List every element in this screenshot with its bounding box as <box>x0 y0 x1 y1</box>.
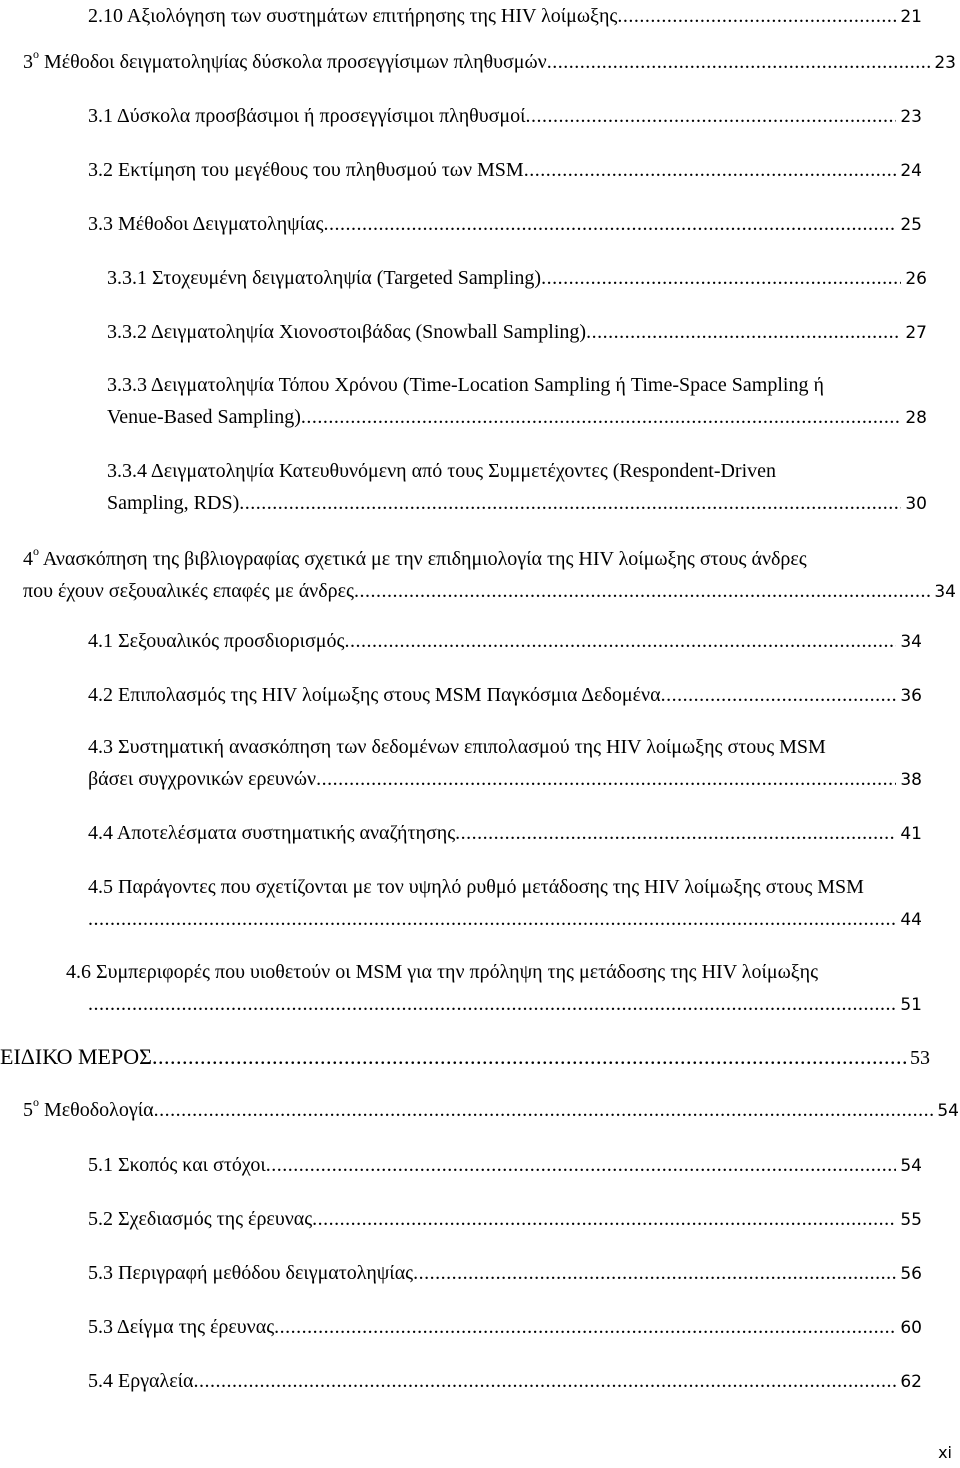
ordinal-superscript: ο <box>33 1095 39 1110</box>
toc-page-number: 54 <box>937 1101 959 1121</box>
toc-entry-3-3-3[interactable] <box>107 369 927 434</box>
toc-entry-title: βάσει συγχρονικών ερευνών <box>88 768 317 790</box>
toc-entry-title: 3.2 Εκτίμηση του μεγέθους του πληθυσμού των MSM <box>88 159 524 181</box>
toc-page-number: 27 <box>905 323 927 343</box>
chapter-number: 3 <box>23 51 33 73</box>
toc-entry-4-3[interactable] <box>88 731 940 796</box>
toc-entry-4-1[interactable] <box>88 625 922 658</box>
dot-leader <box>154 1094 934 1126</box>
toc-entry-title: 3.3.1 Στοχευμένη δειγματοληψία (Targeted Sampling) <box>107 267 542 289</box>
toc-entry-title: Μεθοδολογία <box>39 1099 154 1121</box>
page-number-footer: xi <box>938 1443 952 1462</box>
toc-entry-special-part[interactable] <box>0 1041 930 1074</box>
toc-page-number: 25 <box>900 215 922 235</box>
dot-leader <box>661 679 897 711</box>
toc-entry-title-line1: 4.5 Παράγοντες που σχετίζονται με τον υψηλό ρυθμό μετάδοσης της HIV λοίμωξης στους MSM <box>88 876 864 898</box>
toc-entry-title: 3.3 Μέθοδοι Δειγματοληψίας <box>88 213 324 235</box>
toc-entry-title: Μέθοδοι δειγματοληψίας δύσκολα προσεγγίσιμων πληθυσμών <box>39 51 547 73</box>
toc-entry-4-2[interactable] <box>88 679 922 712</box>
toc-entry-title-line1: 4.3 Συστηματική ανασκόπηση των δεδομένων επιπολασμού της HIV λοίμωξης στους MSM <box>88 736 826 758</box>
toc-entry-chapter-3[interactable] <box>23 46 956 79</box>
toc-entry-title: 4.1 Σεξουαλικός προσδιορισμός <box>88 630 345 652</box>
dot-leader <box>193 1365 896 1397</box>
dot-leader <box>617 0 896 32</box>
dot-leader <box>547 46 931 78</box>
toc-page-number: 62 <box>900 1372 922 1392</box>
dot-leader <box>301 401 902 433</box>
toc-entry-3-3-1[interactable] <box>107 262 927 295</box>
dot-leader <box>354 575 930 607</box>
toc-entry-3-3-2[interactable] <box>107 316 927 349</box>
toc-entry-3-3[interactable] <box>88 208 922 241</box>
toc-entry-title: 5.4 Εργαλεία <box>88 1370 194 1392</box>
toc-entry-3-1[interactable] <box>88 100 922 133</box>
toc-page-number: 41 <box>900 824 922 844</box>
toc-page-number: 21 <box>900 7 922 27</box>
toc-entry-title: Venue-Based Sampling) <box>107 406 301 428</box>
toc-entry-4-5[interactable] <box>66 871 956 936</box>
toc-entry-chapter-5[interactable] <box>23 1094 959 1127</box>
toc-entry-title: 5.1 Σκοπός και στόχοι <box>88 1154 266 1176</box>
dot-leader <box>586 316 901 348</box>
dot-leader <box>344 625 896 657</box>
toc-entry-title-line1: 3.3.3 Δειγματοληψία Τόπου Χρόνου (Time-Location Sampling ή Time-Space Sampling ή <box>107 374 824 396</box>
toc-entry-4-6[interactable] <box>66 956 956 1021</box>
toc-entry-5-3[interactable] <box>88 1257 922 1290</box>
toc-page-number: 28 <box>905 408 927 428</box>
toc-entry-title: 5.2 Σχεδιασμός της έρευνας <box>88 1208 313 1230</box>
dot-leader <box>88 988 896 1020</box>
toc-entry-4-4[interactable] <box>88 817 922 850</box>
toc-entry-5-3-sample[interactable] <box>88 1311 922 1344</box>
toc-entry-title: 4.4 Αποτελέσματα συστηματικής αναζήτησης <box>88 822 456 844</box>
toc-entry-5-2[interactable] <box>88 1203 922 1236</box>
dot-leader <box>312 1203 896 1235</box>
dot-leader <box>323 208 896 240</box>
dot-leader <box>239 487 901 519</box>
toc-page-number: 56 <box>900 1264 922 1284</box>
dot-leader <box>316 763 896 795</box>
toc-entry-chapter-4[interactable] <box>23 543 956 608</box>
toc-page-number: 30 <box>905 494 927 514</box>
toc-page-number: 26 <box>905 269 927 289</box>
toc-entry-title-line1: 4.6 Συμπεριφορές που υιοθετούν οι MSM για την πρόληψη της μετάδοσης της HIV λοίμωξης <box>66 961 819 983</box>
toc-page-number: 24 <box>900 161 922 181</box>
toc-page-number: 60 <box>900 1318 922 1338</box>
chapter-number: 4 <box>23 548 33 570</box>
toc-entry-title: 2.10 Αξιολόγηση των συστημάτων επιτήρησης της HIV λοίμωξης <box>88 5 618 27</box>
toc-page-number: 55 <box>900 1210 922 1230</box>
dot-leader <box>455 817 896 849</box>
dot-leader <box>541 262 901 294</box>
toc-page-number: 36 <box>900 686 922 706</box>
toc-entry-3-3-4[interactable] <box>107 455 927 520</box>
ordinal-superscript: ο <box>33 47 39 62</box>
toc-entry-2-10[interactable] <box>88 0 922 33</box>
toc-page-number: 34 <box>934 582 956 602</box>
chapter-number: 5 <box>23 1099 33 1121</box>
toc-entry-5-4[interactable] <box>88 1365 922 1398</box>
dot-leader <box>266 1149 897 1181</box>
toc-entry-title: 3.1 Δύσκολα προσβάσιμοι ή προσεγγίσιμοι πληθυσμοί <box>88 105 526 127</box>
toc-entry-5-1[interactable] <box>88 1149 922 1182</box>
toc-entry-title: ΕΙΔΙΚΟ ΜΕΡΟΣ <box>0 1044 152 1069</box>
toc-entry-title-line1: 3.3.4 Δειγματοληψία Κατευθυνόμενη από τους Συμμετέχοντες (Respondent-Driven <box>107 460 777 482</box>
toc-entry-title: 4.2 Επιπολασμός της HIV λοίμωξης στους MSM Παγκόσμια Δεδομένα <box>88 684 661 706</box>
toc-entry-title: 5.3 Περιγραφή μεθόδου δειγματοληψίας <box>88 1262 414 1284</box>
dot-leader <box>274 1311 896 1343</box>
dot-leader <box>88 903 896 935</box>
toc-page-number: 54 <box>900 1156 922 1176</box>
dot-leader <box>526 100 897 132</box>
toc-page-number: 53 <box>910 1047 930 1069</box>
toc-entry-title: 3.3.2 Δειγματοληψία Χιονοστοιβάδας (Snowball Sampling) <box>107 321 587 343</box>
dot-leader <box>413 1257 896 1289</box>
toc-page-number: 38 <box>900 770 922 790</box>
ordinal-superscript: ο <box>33 544 39 559</box>
toc-page-number: 34 <box>900 632 922 652</box>
toc-entry-title: Sampling, RDS) <box>107 492 240 514</box>
dot-leader <box>524 154 897 186</box>
toc-page-number: 44 <box>900 910 922 930</box>
dot-leader <box>152 1041 906 1073</box>
toc-entry-title: που έχουν σεξουαλικές επαφές με άνδρες <box>23 580 354 602</box>
toc-page-number: 23 <box>934 53 956 73</box>
toc-entry-title-line1: Ανασκόπηση της βιβλιογραφίας σχετικά με την επιδημιολογία της HIV λοίμωξης στους άνδρες <box>39 548 807 570</box>
toc-entry-title: 5.3 Δείγμα της έρευνας <box>88 1316 275 1338</box>
toc-page-number: 23 <box>900 107 922 127</box>
toc-page-number: 51 <box>900 995 922 1015</box>
toc-entry-3-2[interactable] <box>88 154 922 187</box>
